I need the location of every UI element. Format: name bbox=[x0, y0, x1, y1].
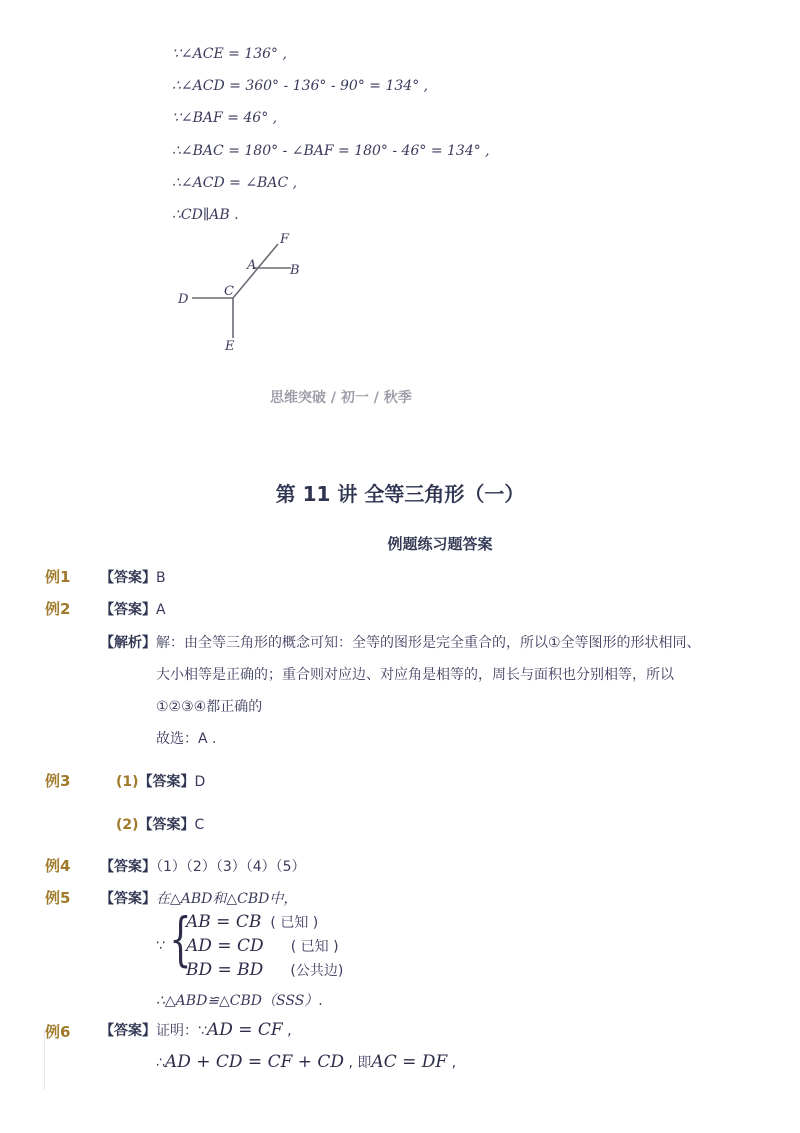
proof-line-3: ∵∠BAF = 46° , bbox=[172, 110, 278, 126]
system-row-1 bbox=[186, 912, 318, 932]
proof-line-6: ∴CD∥AB . bbox=[172, 207, 239, 223]
proof-line-2: ∴∠ACD = 360° - 136° - 90° = 134° , bbox=[172, 78, 429, 94]
label-c: C bbox=[224, 284, 234, 299]
example-4-label: 例4 bbox=[45, 857, 71, 875]
part-label: (2) bbox=[116, 817, 139, 833]
example-5-label: 例5 bbox=[45, 889, 71, 907]
analysis-text: 解：由全等三角形的概念可知：全等的图形是完全重合的，所以①全等图形的形状相同、 bbox=[156, 635, 701, 651]
example-2-label: 例2 bbox=[45, 600, 71, 618]
proof-suffix: , bbox=[282, 1023, 292, 1039]
proof-equation: AD = CF bbox=[206, 1020, 283, 1040]
system-row-2 bbox=[186, 936, 339, 956]
label-e: E bbox=[225, 339, 235, 354]
label-a: A bbox=[247, 258, 257, 273]
margin-rule bbox=[44, 1030, 45, 1090]
answer-tag: 【答案】 bbox=[100, 602, 156, 618]
example-5-conclusion: ∴△ABD≌△CBD（SSS）. bbox=[156, 993, 323, 1009]
answer-tag: 【答案】 bbox=[100, 859, 156, 875]
answer-tag: 【答案】 bbox=[100, 1023, 156, 1039]
system-equation: BD = BD bbox=[186, 960, 264, 980]
analysis-tag: 【解析】 bbox=[100, 635, 156, 651]
label-d: D bbox=[178, 292, 189, 307]
answer-value: C bbox=[194, 817, 205, 833]
system-row-3 bbox=[186, 960, 343, 980]
proof-line-4: ∴∠BAC = 180° - ∠BAF = 180° - 46° = 134° , bbox=[172, 143, 490, 159]
example-2-answer bbox=[100, 599, 166, 619]
system-equation: AB = CB bbox=[186, 912, 262, 932]
system-brace: { bbox=[169, 905, 192, 973]
part-label: (1) bbox=[116, 774, 139, 790]
example-2-analysis-line-3: ①②③④都正确的 bbox=[156, 699, 263, 715]
proof-suffix: , bbox=[447, 1055, 457, 1071]
example-3-part-1 bbox=[116, 771, 205, 791]
example-2-analysis-line-1 bbox=[100, 632, 701, 652]
proof-line-1: ∵∠ACE = 136° , bbox=[172, 46, 287, 62]
system-equation: AD = CD bbox=[186, 936, 264, 956]
proof-prefix: 证明：∵ bbox=[156, 1023, 207, 1039]
because-symbol: ∵ bbox=[156, 938, 165, 954]
answer-tag: 【答案】 bbox=[138, 817, 195, 833]
geometry-figure bbox=[170, 228, 330, 358]
example-6-line-2 bbox=[156, 1052, 456, 1072]
lecture-title: 第 11 讲 全等三角形（一） bbox=[275, 482, 525, 506]
label-b: B bbox=[290, 263, 300, 278]
example-6-line-1 bbox=[100, 1020, 292, 1040]
answer-value: A bbox=[156, 602, 166, 618]
system-note: ( 已知 ) bbox=[270, 915, 319, 931]
example-1-label: 例1 bbox=[45, 568, 71, 586]
example-3-label: 例3 bbox=[45, 772, 71, 790]
therefore-symbol: ∴ bbox=[156, 1055, 165, 1071]
answer-value: D bbox=[194, 774, 206, 790]
example-4-answer bbox=[100, 856, 306, 876]
answer-tag: 【答案】 bbox=[100, 891, 156, 907]
intro-text: 在△ABD和△CBD中， bbox=[156, 891, 298, 907]
system-note: (公共边) bbox=[290, 963, 344, 979]
proof-equation: AD + CD = CF + CD bbox=[164, 1052, 345, 1072]
example-2-analysis-line-2: 大小相等是正确的；重合则对应边、对应角是相等的，周长与面积也分别相等，所以 bbox=[156, 667, 674, 683]
section-title: 例题练习题答案 bbox=[387, 535, 493, 553]
example-5-intro bbox=[100, 888, 297, 908]
system-note: ( 已知 ) bbox=[290, 939, 339, 955]
example-1-answer bbox=[100, 567, 166, 587]
answer-value: B bbox=[156, 570, 166, 586]
page-footer-note: 思维突破 / 初一 / 秋季 bbox=[270, 390, 412, 406]
example-2-analysis-line-4: 故选：A . bbox=[156, 731, 217, 747]
answer-tag: 【答案】 bbox=[100, 570, 156, 586]
proof-equation-2: AC = DF bbox=[371, 1052, 448, 1072]
proof-line-5: ∴∠ACD = ∠BAC , bbox=[172, 175, 298, 191]
label-f: F bbox=[280, 232, 290, 247]
answer-value: （1）（2）（3）（4）（5） bbox=[156, 859, 306, 875]
example-3-part-2 bbox=[116, 814, 204, 834]
proof-connector: , 即 bbox=[344, 1055, 372, 1071]
example-6-label: 例6 bbox=[45, 1023, 71, 1041]
answer-tag: 【答案】 bbox=[138, 774, 195, 790]
